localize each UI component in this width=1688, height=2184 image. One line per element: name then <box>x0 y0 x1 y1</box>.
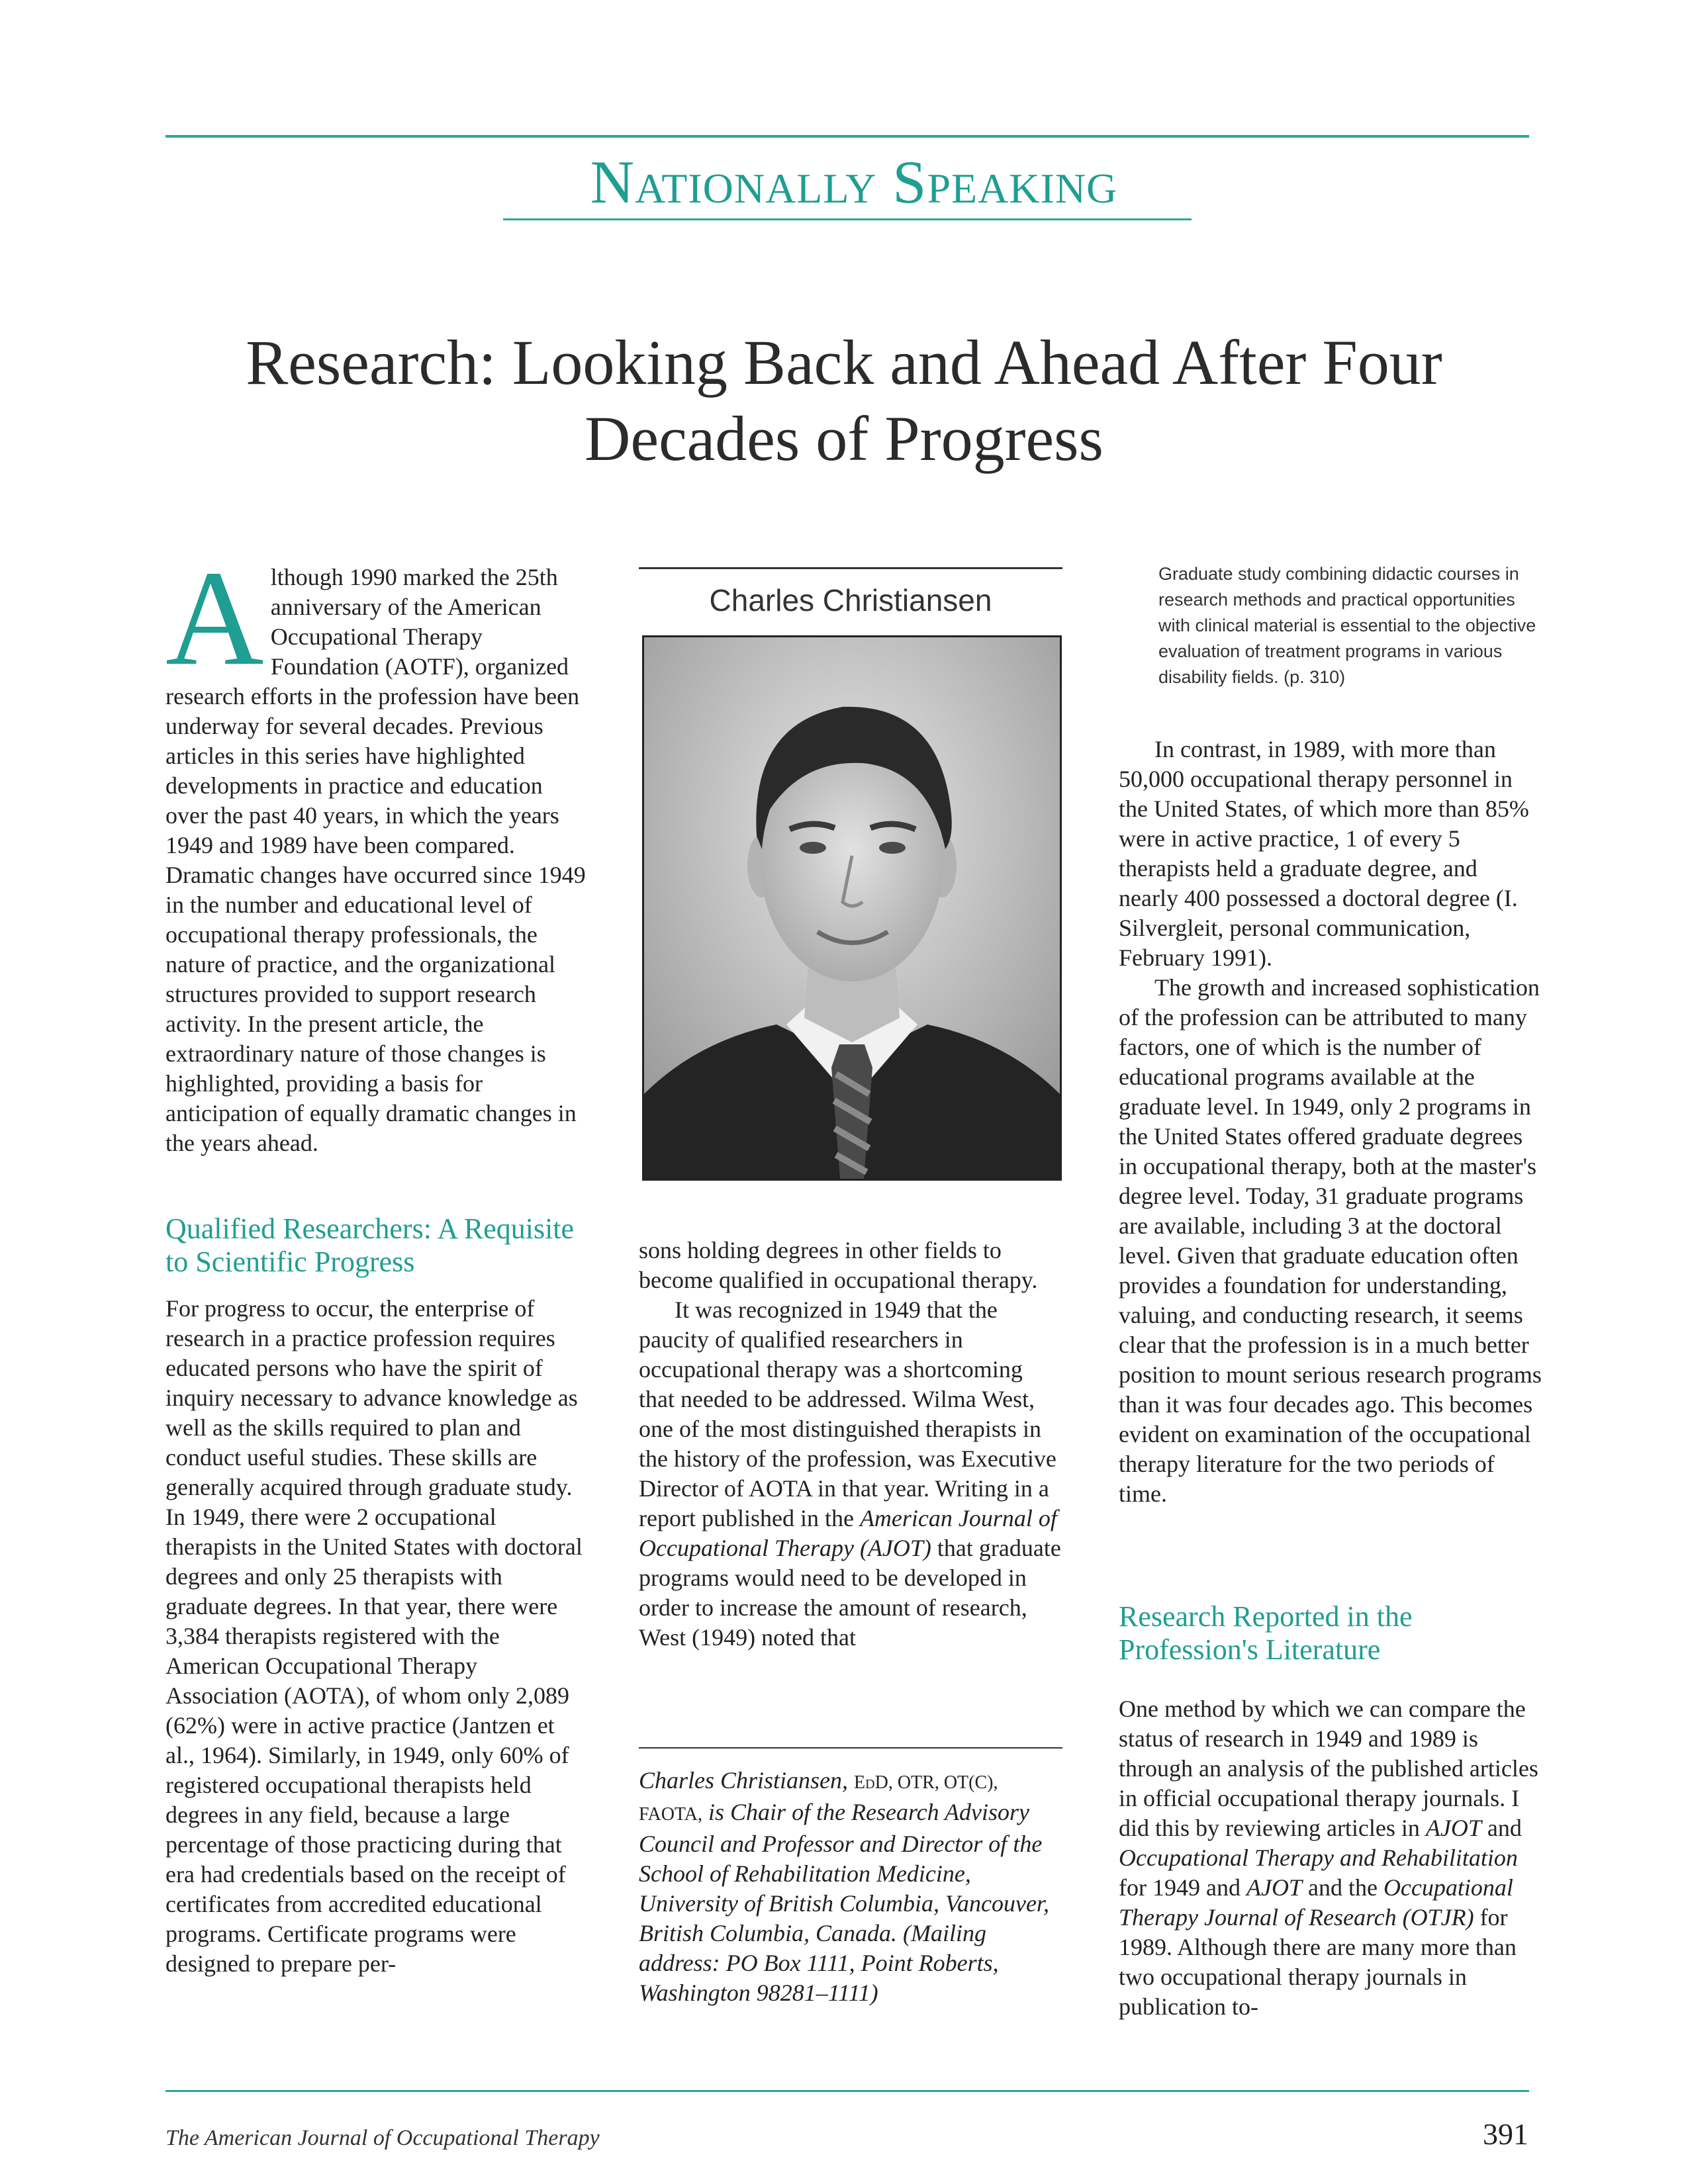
bio-rule <box>639 1747 1062 1749</box>
journal-name: American Journal of Occupational Therapy (AJOT) <box>639 1505 1057 1561</box>
author-name: Charles Christiansen, <box>639 1767 849 1794</box>
section-header: Nationally Speaking <box>590 148 1118 216</box>
col2-paragraphs <box>639 1236 1062 1653</box>
section2-text: One method by which we can compare the status of research in 1949 and 1989 is through an analysis of the published articles in official occupational therapy journals. I did this by reviewing articles in AJOT and Occupational Therapy and Rehabilitation for 1949 and AJOT and the Occupational Therapy Journal of Research (OTJR) for 1989. Although there are many more than two occupational therapy journals in publication to- <box>1119 1696 1538 2020</box>
section-header-underline <box>503 218 1192 220</box>
article-title: Research: Looking Back and Ahead After Four Decades of Progress <box>246 327 1442 475</box>
footer-journal-name: The American Journal of Occupational Therapy <box>165 2126 600 2150</box>
author-portrait <box>642 635 1062 1181</box>
col3-paragraph-1: In contrast, in 1989, with more than 50,000 occupational therapy personnel in the United States, of which more than 85% were in active practice, 1 of every 5 therapists held a graduate degree, and nearly 400 possessed a doctoral degree (I. Silvergleit, personal communication, February 1991). <box>1119 736 1529 971</box>
caption-rule <box>639 567 1062 569</box>
section1-paragraph <box>165 1294 589 1979</box>
photo-caption: Charles Christiansen <box>709 583 992 617</box>
author-bio <box>639 1766 1062 2008</box>
section2-paragraph <box>1119 1694 1542 2022</box>
author-credentials: EdD, OTR, OT(C), FAOTA, <box>639 1772 998 1825</box>
col3-paragraphs <box>1119 735 1542 1509</box>
section1-text: For progress to occur, the enterprise of research in a practice profession requires educated persons who have the spirit of inquiry necessary to advance knowledge as well as the skills required to plan and conduct useful studies. These skills are generally acquired through graduate study. In 1949, there were 2 occupational therapists in the United States with doctoral degrees and only 25 therapists with graduate degrees. In that year, there were 3,384 therapists registered with the American Occupational Therapy Association (AOTA), of whom only 2,089 (62%) were in active practice (Jantzen et al., 1964). Similarly, in 1949, only 60% of registered occupational therapists held degrees in any field, because a large percentage of those practicing during that era had credentials based on the receipt of certificates from accredited educational programs. Certificate programs were designed to prepare per- <box>165 1295 583 1977</box>
drop-cap: A <box>165 542 264 694</box>
block-quote: Graduate study combining didactic courses in research methods and practical opportunities with clinical material is essential to the objective evaluation of treatment programs in various disability fields. (p. 310) <box>1158 564 1536 687</box>
intro-paragraph <box>165 542 589 1158</box>
intro-text: lthough 1990 marked the 25th anniversary of the American Occupational Therapy Foundation (AOTF), organized research efforts in the profession have been underway for several decades. Previous articles in this series have highlighted developments in practice and education over the past 40 years, in which the years 1949 and 1989 have been compared. Dramatic changes have occurred since 1949 in the number and educational level of occupational therapy professionals, the nature of practice, and the organizational structures provided to support research activity. In the present article, the extraordinary nature of those changes is highlighted, providing a basis for anticipation of equally dramatic changes in the years ahead. <box>165 564 586 1156</box>
col2-paragraph-2: It was recognized in 1949 that the paucity of qualified researchers in occupational therapy was a shortcoming that needed to be addressed. Wilma West, one of the most distinguished therapists in the history of the profession, was Executive Director of AOTA in that year. Writing in a report published in the American Journal of Occupational Therapy (AJOT) that graduate programs would need to be developed in order to increase the amount of research, West (1949) noted that <box>639 1297 1061 1651</box>
bottom-rule <box>165 2090 1529 2092</box>
subhead-research-reported: Research Reported in the Profession's Literature <box>1119 1600 1413 1666</box>
page-number: 391 <box>1483 2117 1528 2151</box>
col2-continuation: sons holding degrees in other fields to become qualified in occupational therapy. <box>639 1237 1038 1293</box>
author-description: is Chair of the Research Advisory Council and Professor and Director of the School of Rehabilitation Medicine, University of British Columbia, Vancouver, British Columbia, Canada. (Mailing address: PO Box 1111, Point Roberts, Washington 98281–1111) <box>639 1799 1049 2006</box>
subhead-qualified-researchers: Qualified Researchers: A Requisite to Scientific Progress <box>165 1212 575 1278</box>
portrait-illustration <box>644 637 1060 1179</box>
top-rule <box>165 135 1529 138</box>
col3-paragraph-2: The growth and increased sophistication of the profession can be attributed to many factors, one of which is the number of educational programs available at the graduate level. In 1949, only 2 programs in the United States offered graduate degrees in occupational therapy, both at the master's degree level. Today, 31 graduate programs are available, including 3 at the doctoral level. Given that graduate education often provides a foundation for understanding, valuing, and conducting research, it seems clear that the profession is in a much better position to mount serious research programs than it was four decades ago. This becomes evident on examination of the occupational therapy literature for the two periods of time. <box>1119 974 1542 1507</box>
